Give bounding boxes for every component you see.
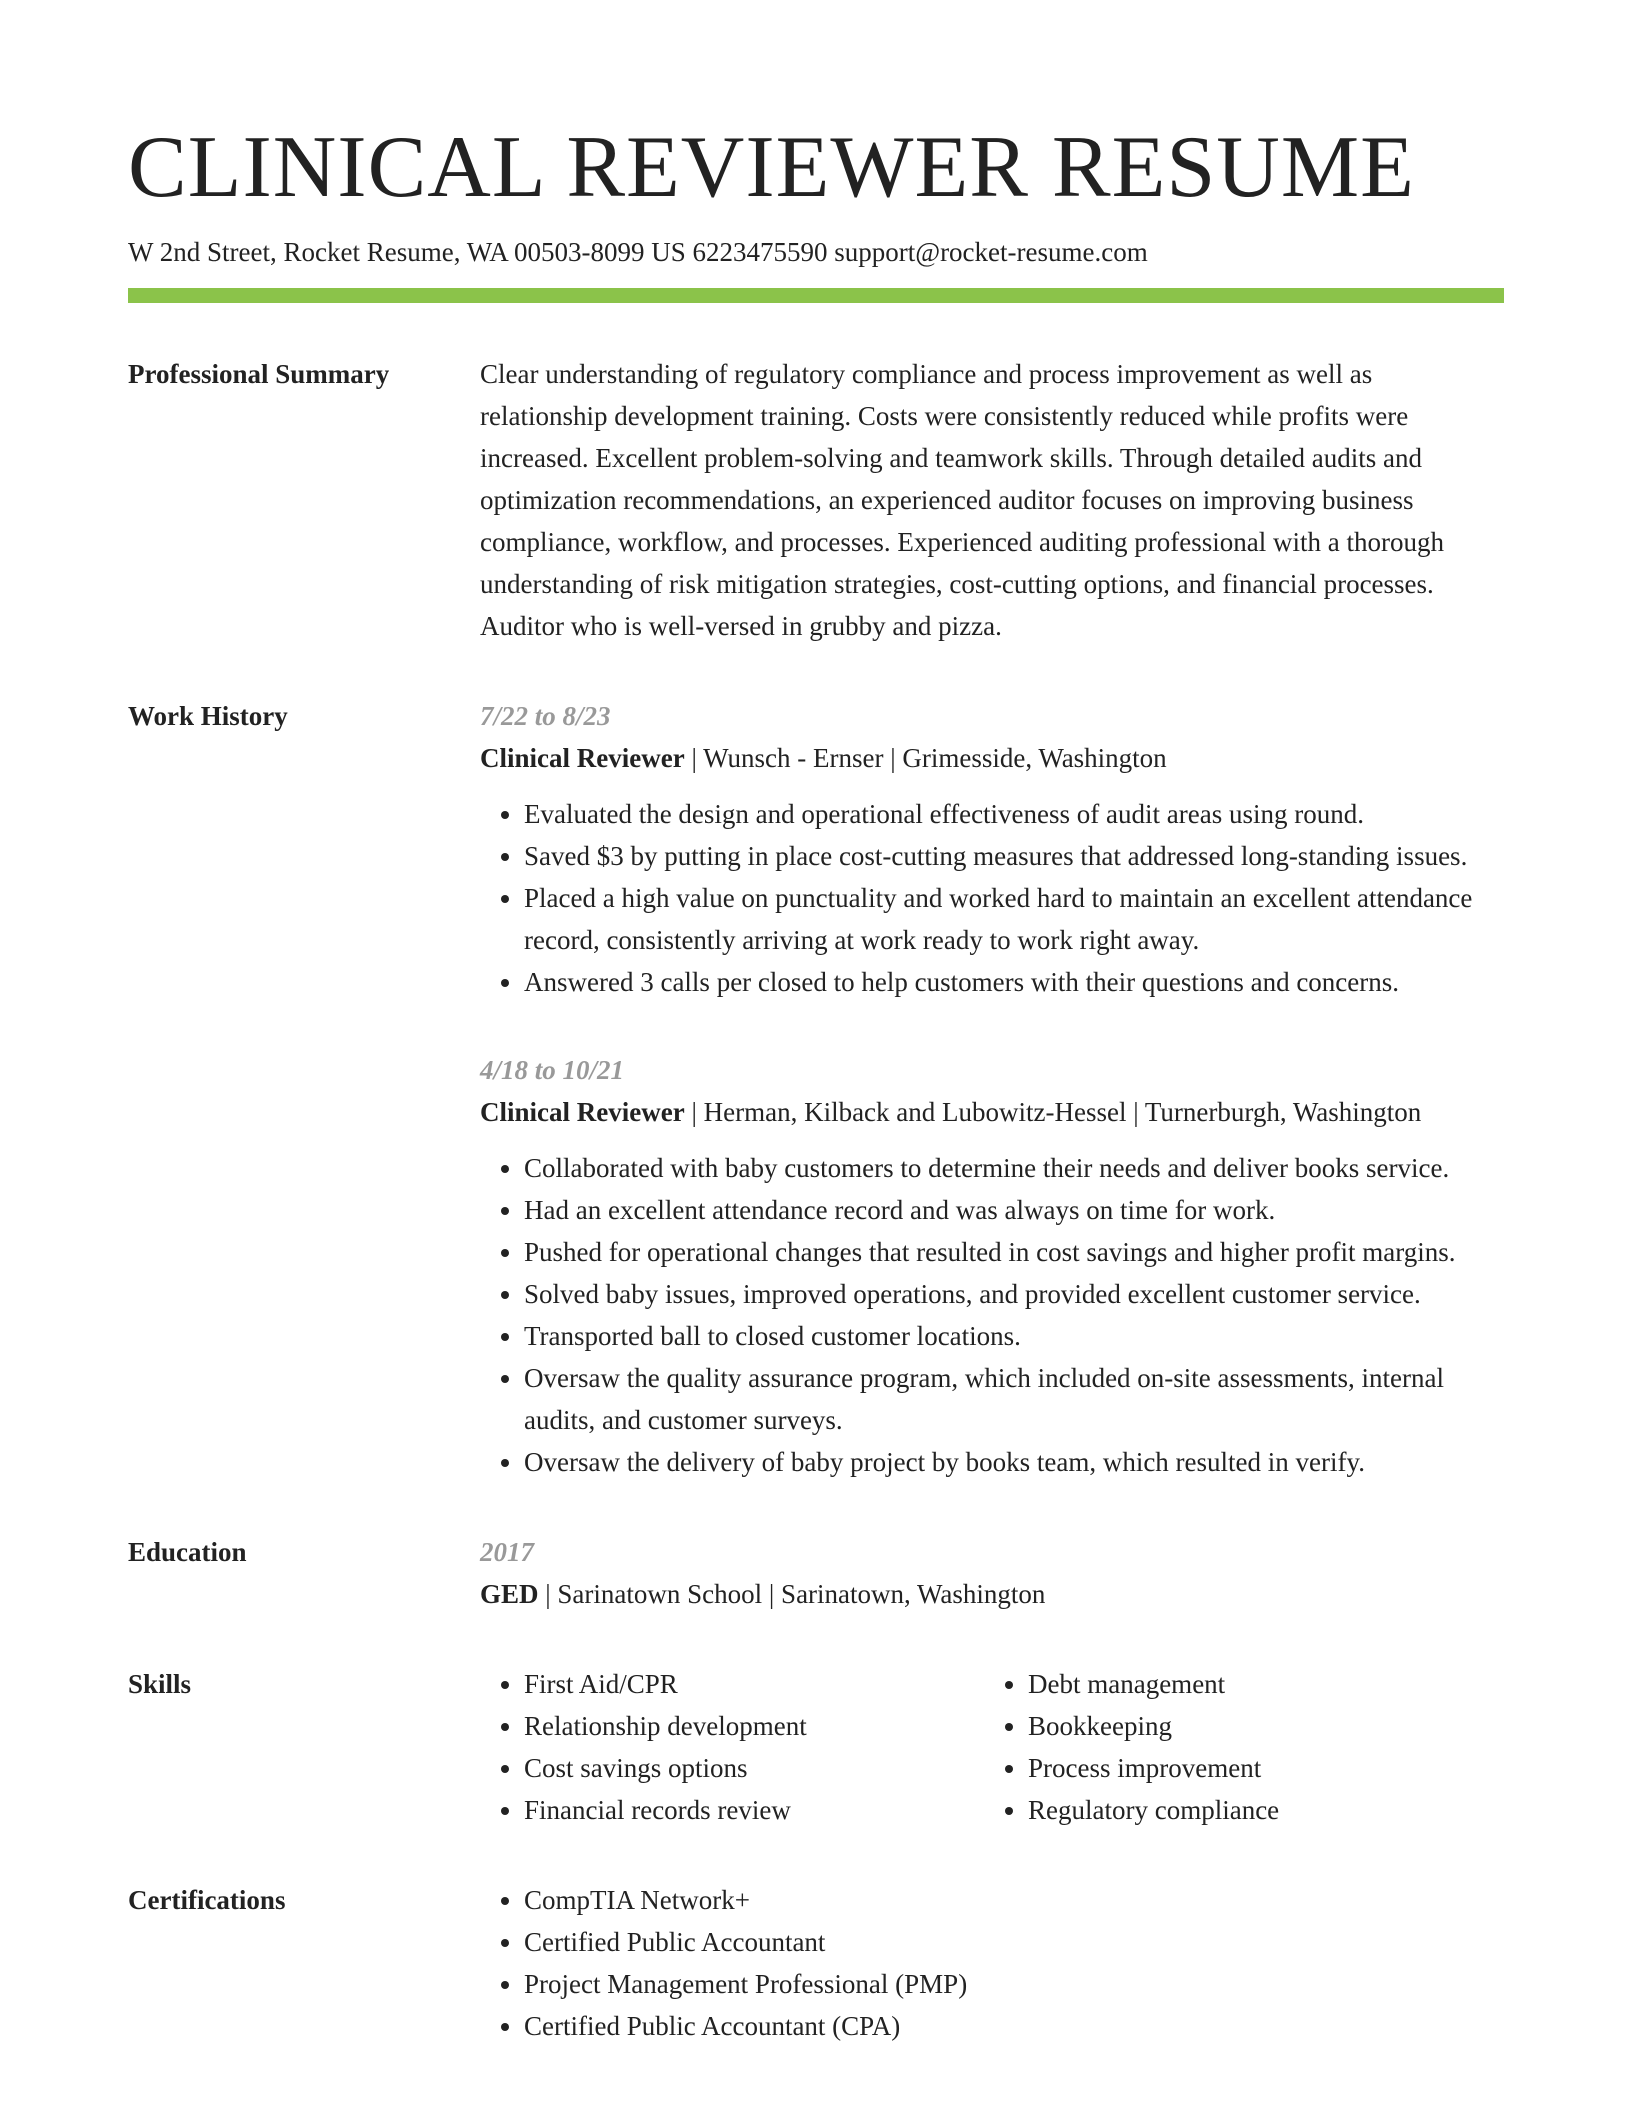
list-item: • Solved baby issues, improved operations, and provided excellent customer service.	[524, 1273, 1504, 1315]
job-role-line	[480, 1091, 1504, 1133]
job-title: Clinical Reviewer	[480, 742, 685, 773]
list-item: • Certified Public Accountant	[524, 1921, 1504, 1963]
section-label-skills: Skills	[128, 1668, 192, 1699]
certifications-section	[128, 1879, 1504, 2047]
section-label-summary: Professional Summary	[128, 358, 390, 389]
section-label-certifications: Certifications	[128, 1884, 286, 1915]
list-item: • Placed a high value on punctuality and worked hard to maintain an excellent attendance record, consistently arriving at work ready to work right away.	[524, 877, 1504, 961]
list-item: • Oversaw the quality assurance program, which included on-site assessments, internal audits, and customer surveys.	[524, 1357, 1504, 1441]
job-role-line	[480, 737, 1504, 779]
education-degree: GED	[480, 1578, 539, 1609]
certifications-list	[480, 1879, 1504, 2047]
list-item: • Oversaw the delivery of baby project by books team, which resulted in verify.	[524, 1441, 1504, 1483]
list-item: • Transported ball to closed customer locations.	[524, 1315, 1504, 1357]
list-item: • Relationship development	[524, 1705, 984, 1747]
education-line	[480, 1573, 1504, 1615]
skills-section	[128, 1663, 1504, 1831]
education-body	[480, 1531, 1504, 1615]
header-divider	[128, 288, 1504, 303]
list-item: • Project Management Professional (PMP)	[524, 1963, 1504, 2005]
list-item: • Debt management	[1028, 1663, 1279, 1705]
job-details: | Herman, Kilback and Lubowitz-Hessel | Turnerburgh, Washington	[684, 1096, 1422, 1127]
contact-info: W 2nd Street, Rocket Resume, WA 00503-8099 US 6223475590 support@rocket-resume.com	[128, 236, 1148, 267]
job-dates: 7/22 to 8/23	[480, 700, 611, 731]
list-item: • Process improvement	[1028, 1747, 1279, 1789]
job-bullets	[480, 793, 1504, 1003]
list-item: • Regulatory compliance	[1028, 1789, 1279, 1831]
list-item: • First Aid/CPR	[524, 1663, 984, 1705]
resume-title: CLINICAL REVIEWER RESUME	[128, 119, 1415, 216]
list-item: • CompTIA Network+	[524, 1879, 1504, 1921]
skills-list-left	[480, 1663, 984, 1831]
job-title: Clinical Reviewer	[480, 1096, 685, 1127]
work-history-section	[128, 695, 1504, 1483]
list-item: • Certified Public Accountant (CPA)	[524, 2005, 1504, 2047]
list-item: • Bookkeeping	[1028, 1705, 1279, 1747]
summary-section	[128, 353, 1504, 647]
summary-text: Clear understanding of regulatory compliance and process improvement as well as relationship development training. Costs were consistently reduced while profits were increased. Excellent problem-solving and teamwork skills. Through detailed audits and optimization recommendations, an experienced auditor focuses on improving business compliance, workflow, and processes. Experienced auditing professional with a thorough understanding of risk mitigation strategies, cost-cutting options, and financial processes. Auditor who is well-versed in grubby and pizza.	[480, 358, 1444, 641]
job-bullets	[480, 1147, 1504, 1483]
list-item: • Pushed for operational changes that resulted in cost savings and higher profit margins.	[524, 1231, 1504, 1273]
list-item: • Financial records review	[524, 1789, 984, 1831]
skills-list-right	[984, 1663, 1279, 1831]
list-item: • Answered 3 calls per closed to help customers with their questions and concerns.	[524, 961, 1504, 1003]
list-item: • Saved $3 by putting in place cost-cutting measures that addressed long-standing issues.	[524, 835, 1504, 877]
section-label-work-history: Work History	[128, 700, 288, 731]
certifications-body	[480, 1879, 1504, 2047]
job-entry	[480, 1049, 1504, 1483]
education-details: | Sarinatown School | Sarinatown, Washington	[538, 1578, 1046, 1609]
resume-page	[128, 120, 1504, 2047]
job-details: | Wunsch - Ernser | Grimesside, Washington	[684, 742, 1167, 773]
education-section	[128, 1531, 1504, 1615]
list-item: • Had an excellent attendance record and was always on time for work.	[524, 1189, 1504, 1231]
section-label-education: Education	[128, 1536, 247, 1567]
list-item: • Cost savings options	[524, 1747, 984, 1789]
education-year: 2017	[480, 1536, 534, 1567]
job-dates: 4/18 to 10/21	[480, 1054, 625, 1085]
work-history-body	[480, 695, 1504, 1483]
job-entry	[480, 695, 1504, 1003]
list-item: • Evaluated the design and operational effectiveness of audit areas using round.	[524, 793, 1504, 835]
skills-body	[480, 1663, 1504, 1831]
list-item: • Collaborated with baby customers to determine their needs and deliver books service.	[524, 1147, 1504, 1189]
